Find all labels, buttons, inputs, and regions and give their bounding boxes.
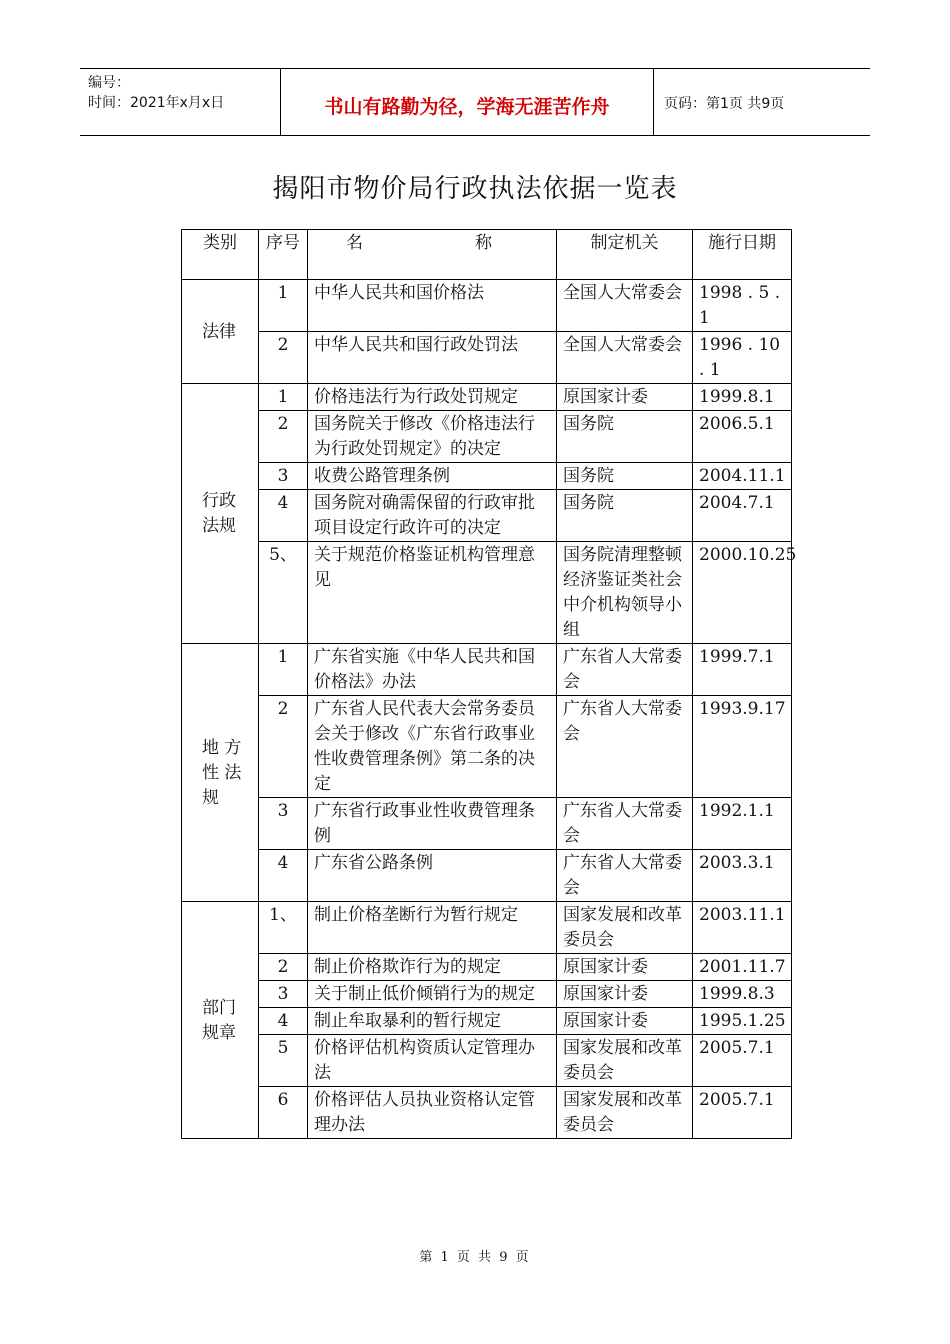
name-cell: 关于制止低价倾销行为的规定 xyxy=(308,981,557,1008)
org-cell: 广东省人大常委会 xyxy=(557,644,693,696)
date-cell: 2005.7.1 xyxy=(693,1035,792,1087)
date-cell: 2005.7.1 xyxy=(693,1087,792,1139)
date-cell: 1996 . 10 . 1 xyxy=(693,332,792,384)
name-cell: 价格违法行为行政处罚规定 xyxy=(308,384,557,411)
name-cell: 中华人民共和国价格法 xyxy=(308,280,557,332)
seq-cell: 6 xyxy=(259,1087,308,1139)
org-cell: 广东省人大常委会 xyxy=(557,798,693,850)
column-header-name: 名 称 xyxy=(308,230,557,280)
table-row xyxy=(182,696,792,798)
category-cell: 地 方 性 法 规 xyxy=(182,644,259,902)
table-row xyxy=(182,1087,792,1139)
date-cell: 2001.11.7 xyxy=(693,954,792,981)
seq-cell: 5、 xyxy=(259,542,308,644)
page-footer: 第 1 页 共 9 页 xyxy=(419,1250,531,1265)
date-cell: 1993.9.17 xyxy=(693,696,792,798)
table-row xyxy=(182,463,792,490)
org-cell: 国家发展和改革委员会 xyxy=(557,902,693,954)
date-cell: 2003.11.1 xyxy=(693,902,792,954)
category-cell: 行政法规 xyxy=(182,384,259,644)
org-cell: 国家发展和改革委员会 xyxy=(557,1035,693,1087)
seq-cell: 1 xyxy=(259,280,308,332)
date-cell: 2004.7.1 xyxy=(693,490,792,542)
name-cell: 收费公路管理条例 xyxy=(308,463,557,490)
org-cell: 广东省人大常委会 xyxy=(557,696,693,798)
column-header-seq: 序号 xyxy=(259,230,308,280)
seq-cell: 4 xyxy=(259,850,308,902)
org-cell: 原国家计委 xyxy=(557,384,693,411)
document-time: 时间：2021年x月x日 xyxy=(88,95,225,111)
seq-cell: 5 xyxy=(259,1035,308,1087)
org-cell: 国务院清理整顿经济鉴证类社会中介机构领导小组 xyxy=(557,542,693,644)
name-cell: 价格评估机构资质认定管理办法 xyxy=(308,1035,557,1087)
name-cell: 广东省公路条例 xyxy=(308,850,557,902)
name-cell: 制止价格垄断行为暂行规定 xyxy=(308,902,557,954)
header-motto: 书山有路勤为径，学海无涯苦作舟 xyxy=(281,69,654,135)
date-cell: 2000.10.25 xyxy=(693,542,792,644)
date-cell: 2006.5.1 xyxy=(693,411,792,463)
page-header xyxy=(80,68,870,136)
table-row xyxy=(182,1035,792,1087)
org-cell: 国家发展和改革委员会 xyxy=(557,1087,693,1139)
name-cell: 国务院对确需保留的行政审批项目设定行政许可的决定 xyxy=(308,490,557,542)
column-header-category: 类别 xyxy=(182,230,259,280)
name-cell: 中华人民共和国行政处罚法 xyxy=(308,332,557,384)
date-cell: 1995.1.25 xyxy=(693,1008,792,1035)
seq-cell: 3 xyxy=(259,981,308,1008)
header-page-info: 页码：第1页 共9页 xyxy=(664,96,785,112)
table-row xyxy=(182,411,792,463)
org-cell: 广东省人大常委会 xyxy=(557,850,693,902)
date-cell: 1999.7.1 xyxy=(693,644,792,696)
name-cell: 关于规范价格鉴证机构管理意见 xyxy=(308,542,557,644)
seq-cell: 2 xyxy=(259,411,308,463)
date-cell: 1999.8.1 xyxy=(693,384,792,411)
org-cell: 全国人大常委会 xyxy=(557,280,693,332)
table-row xyxy=(182,332,792,384)
table-row xyxy=(182,954,792,981)
category-cell: 法律 xyxy=(182,280,259,384)
org-cell: 国务院 xyxy=(557,463,693,490)
org-cell: 国务院 xyxy=(557,411,693,463)
document-number-label: 编号： xyxy=(88,75,130,91)
name-cell: 广东省人民代表大会常务委员会关于修改《广东省行政事业性收费管理条例》第二条的决定 xyxy=(308,696,557,798)
table-row xyxy=(182,902,792,954)
table-row xyxy=(182,384,792,411)
seq-cell: 3 xyxy=(259,798,308,850)
org-cell: 原国家计委 xyxy=(557,981,693,1008)
table-row xyxy=(182,280,792,332)
table-row xyxy=(182,850,792,902)
name-cell: 广东省实施《中华人民共和国价格法》办法 xyxy=(308,644,557,696)
org-cell: 全国人大常委会 xyxy=(557,332,693,384)
name-cell: 制止价格欺诈行为的规定 xyxy=(308,954,557,981)
date-cell: 1998 . 5 . 1 xyxy=(693,280,792,332)
seq-cell: 2 xyxy=(259,332,308,384)
org-cell: 原国家计委 xyxy=(557,1008,693,1035)
seq-cell: 2 xyxy=(259,954,308,981)
table-row xyxy=(182,981,792,1008)
table-body xyxy=(182,280,797,1139)
seq-cell: 3 xyxy=(259,463,308,490)
seq-cell: 2 xyxy=(259,696,308,798)
table-row xyxy=(182,490,792,542)
seq-cell: 1、 xyxy=(259,902,308,954)
name-cell: 价格评估人员执业资格认定管理办法 xyxy=(308,1087,557,1139)
page-title: 揭阳市物价局行政执法依据一览表 xyxy=(272,174,678,204)
date-cell: 2003.3.1 xyxy=(693,850,792,902)
seq-cell: 1 xyxy=(259,384,308,411)
table-row xyxy=(182,644,792,696)
enforcement-basis-table xyxy=(181,229,797,1139)
table-row xyxy=(182,542,792,644)
seq-cell: 1 xyxy=(259,644,308,696)
column-header-org: 制定机关 xyxy=(557,230,693,280)
table-row xyxy=(182,798,792,850)
date-cell: 1999.8.3 xyxy=(693,981,792,1008)
date-cell: 1992.1.1 xyxy=(693,798,792,850)
table-header-row xyxy=(182,230,792,280)
category-cell: 部门规章 xyxy=(182,902,259,1139)
name-cell: 广东省行政事业性收费管理条例 xyxy=(308,798,557,850)
date-cell: 2004.11.1 xyxy=(693,463,792,490)
org-cell: 原国家计委 xyxy=(557,954,693,981)
name-cell: 国务院关于修改《价格违法行为行政处罚规定》的决定 xyxy=(308,411,557,463)
seq-cell: 4 xyxy=(259,1008,308,1035)
header-meta xyxy=(80,69,281,135)
org-cell: 国务院 xyxy=(557,490,693,542)
seq-cell: 4 xyxy=(259,490,308,542)
column-header-date: 施行日期 xyxy=(693,230,792,280)
table-row xyxy=(182,1008,792,1035)
name-cell: 制止牟取暴利的暂行规定 xyxy=(308,1008,557,1035)
